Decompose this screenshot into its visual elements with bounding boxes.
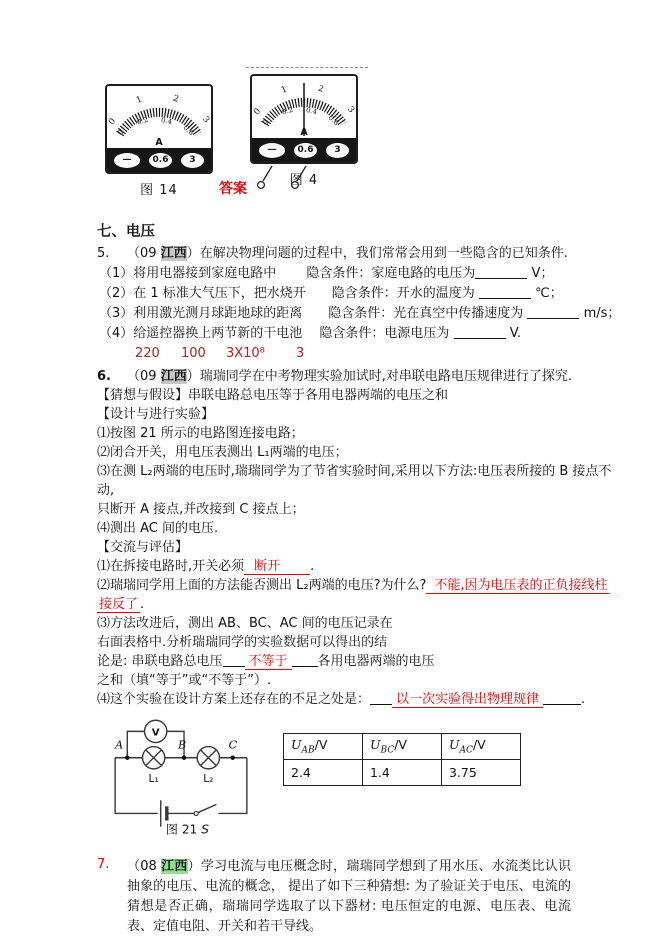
- item-text: （1）将用电器接到家庭电路中 隐含条件：家庭电路的电压为: [99, 266, 476, 281]
- eval-text: 论是: 串联电路总电压: [97, 654, 223, 669]
- scale-label: 0.6: [326, 113, 341, 128]
- eval-text: 之和（填“等于”或“不等于”）.: [97, 673, 272, 688]
- ammeter-figure-14: [105, 84, 213, 198]
- scale-label: 3: [344, 104, 356, 115]
- ammeter-scale: [107, 86, 211, 148]
- scale-label: 0.2: [136, 115, 149, 127]
- negative-terminal: —: [114, 153, 140, 168]
- table-value-row: [284, 760, 521, 786]
- scale-label: 0: [252, 106, 264, 117]
- switch-label: S: [201, 822, 209, 837]
- question-7: [97, 857, 575, 937]
- answer-blank: [475, 264, 527, 279]
- answer-value: 220: [135, 346, 160, 361]
- table-header-row: [284, 734, 521, 760]
- answer-text: 断开: [244, 559, 310, 575]
- item-text: （2）在 1 标准大气压下，把水烧开 隐含条件：开水的温度为: [99, 286, 475, 301]
- design-title: 【设计与进行实验】: [97, 407, 215, 422]
- ammeter-body: [250, 74, 358, 164]
- eval-text: ⑶方法改进后，测出 AB、BC、AC 间的电压记录在: [97, 616, 393, 631]
- switch-pivot: [194, 811, 198, 815]
- terminal-3: 3: [326, 143, 349, 158]
- answer-blank: [543, 690, 581, 705]
- scale-label: 0: [107, 116, 119, 127]
- unit-label: m/s；: [583, 306, 621, 321]
- terminal-strip: [107, 148, 211, 172]
- unit-label: V.: [509, 326, 522, 341]
- value-uac: 3.75: [442, 760, 521, 786]
- design-step: ⑵闭合开关，用电压表测出 L₁两端的电压；: [97, 445, 348, 460]
- node-B: [182, 756, 186, 760]
- question-body: ）学习电流与电压概念时，瑞瑞同学想到了用水压、水流类比认识抽象的电压、电流的概念， 提出了如下三种猜想: 为了验证关于电压、电流的猜想是否正确，瑞瑞同学选取了以下器材: 电压恒定的电源、电压表、电流表、定值电阻、开关和若干导线。: [127, 859, 571, 934]
- label-C: C: [228, 738, 238, 752]
- scale-label: 0.6: [181, 123, 196, 138]
- source-tag-open: （09: [127, 369, 161, 384]
- design-step: ⑶在测 L₂两端的电压时,瑞瑞同学为了节省实验时间,采用以下方法:电压表所接的 B 接点不: [97, 464, 612, 479]
- figure-caption: 图 4: [289, 173, 319, 188]
- eval-text: .: [140, 597, 145, 612]
- u-symbol: U: [291, 737, 302, 753]
- label-A: A: [115, 738, 124, 752]
- value-ubc: 1.4: [363, 760, 442, 786]
- eval-text: .: [310, 559, 315, 574]
- terminal-0-6: 0.6: [149, 153, 172, 168]
- ammeter-scale: [252, 76, 356, 138]
- answer-blank: [370, 690, 392, 705]
- unit: /V: [394, 737, 407, 753]
- eval-text: ⑵瑞瑞同学用上面的方法能否测出 L₂两端的电压?为什么?: [97, 578, 427, 593]
- unit-label: V；: [531, 266, 554, 281]
- answer-text: 接反了: [99, 597, 139, 612]
- unit: /V: [314, 737, 328, 753]
- u-subscript: AB: [301, 745, 315, 756]
- scan-dashed-line: [246, 67, 368, 68]
- answer-blank: [223, 652, 245, 667]
- scale-label: 0: [116, 128, 125, 137]
- answer-marker: 答案: [219, 181, 247, 197]
- scale-label: 0.4: [305, 105, 318, 117]
- region-highlight: 江西: [160, 246, 187, 261]
- answer-blank: [479, 284, 531, 299]
- answer-value: 3: [296, 346, 305, 361]
- source-tag-close: ）: [186, 246, 200, 261]
- question-number: 7.: [97, 857, 110, 872]
- ammeter-figure-4: [250, 74, 358, 188]
- scale-label: 0.2: [281, 105, 294, 117]
- answer-blank: [527, 304, 579, 319]
- switch-blade: [198, 804, 216, 812]
- ammeter-figures-row: [97, 70, 575, 212]
- ampere-unit-label: A: [155, 137, 163, 148]
- node-A: [125, 756, 129, 760]
- header-uab: [284, 734, 363, 760]
- hypothesis-line: 【猜想与假设】串联电路总电压等于各用电器两端的电压之和: [97, 388, 449, 403]
- region-highlight: 江西: [160, 369, 187, 384]
- design-step: 动,: [97, 483, 115, 498]
- terminal-3: 3: [181, 153, 204, 168]
- question-number: 5.: [97, 246, 110, 261]
- worksheet-page: [97, 70, 621, 937]
- section-title: 七、电压: [97, 224, 155, 240]
- scale-label: 0: [261, 118, 270, 127]
- header-ubc: [363, 734, 442, 760]
- u-subscript: AC: [459, 745, 473, 756]
- label-L2: L₂: [203, 772, 214, 786]
- answer-blank: [454, 324, 506, 339]
- ampere-unit-label: A: [300, 127, 308, 138]
- q5-answers: [97, 345, 575, 363]
- scale-label: 3: [199, 114, 211, 125]
- figure-21-row: [97, 717, 575, 839]
- source-tag-open: （08: [127, 859, 162, 874]
- scale-label: 1: [279, 84, 289, 96]
- question-intro: 在解决物理问题的过程中，我们常常会用到一些隐含的已知条件.: [199, 246, 568, 261]
- source-tag-close: ）: [186, 369, 200, 384]
- label-B: B: [177, 738, 187, 752]
- item-text: （4）给遥控器换上两节新的干电池 隐含条件：电源电压为: [99, 326, 450, 341]
- figure-caption: 图 14: [140, 183, 178, 198]
- label-L1: L₁: [148, 772, 159, 786]
- test-leads: [250, 166, 354, 196]
- answer-text: 不能,因为电压表的正负接线柱: [426, 578, 608, 594]
- question-6: [97, 367, 612, 839]
- value-uab: 2.4: [284, 760, 363, 786]
- u-subscript: BC: [380, 745, 395, 756]
- eval-text: .: [581, 692, 586, 707]
- source-tag-open: （09: [127, 246, 161, 261]
- eval-text: ⑷这个实验在设计方案上还存在的不足之处是：: [97, 692, 371, 707]
- design-step: ⑷测出 AC 间的电压.: [97, 521, 219, 536]
- unit-label: ℃；: [535, 286, 563, 301]
- u-symbol: U: [449, 737, 460, 753]
- terminal-0-6: 0.6: [294, 143, 317, 158]
- figure-caption: 图 21: [165, 822, 198, 837]
- evaluation-title: 【交流与评估】: [97, 540, 189, 555]
- answer-value: 3X10⁸: [225, 346, 265, 361]
- region-highlight: 江西: [161, 859, 188, 874]
- eval-text: 右面表格中.分析瑞瑞同学的实验数据可以得出的结: [97, 635, 388, 650]
- header-uac: [442, 734, 521, 760]
- circuit-diagram: [105, 717, 257, 839]
- unit: /V: [472, 737, 486, 753]
- eval-text: 各用电器两端的电压: [317, 654, 435, 669]
- answer-value: 100: [180, 346, 206, 361]
- design-step: ⑴按图 21 所示的电路图连接电路；: [97, 426, 304, 441]
- scale-label: 2: [316, 83, 325, 95]
- node-C: [230, 756, 234, 760]
- terminal-strip: [252, 138, 356, 162]
- question-intro: 瑞瑞同学在中考物理实验加试时,对串联电路电压规律进行了探究.: [199, 369, 572, 384]
- answer-text: 以一次实验得出物理规律: [392, 692, 543, 708]
- u-symbol: U: [370, 737, 381, 753]
- ammeter-body: [105, 84, 213, 174]
- negative-terminal: —: [259, 143, 285, 158]
- voltage-table: [283, 733, 521, 786]
- question-number: 6.: [97, 369, 111, 384]
- answer-text: 不等于: [245, 654, 292, 670]
- item-text: （3）利用激光测月球距地球的距离 隐含条件：光在真空中传播速度为: [99, 306, 524, 321]
- scale-label: 2: [171, 93, 180, 105]
- scale-label: 0.4: [160, 115, 173, 127]
- eval-text: ⑴在拆接电路时,开关必须: [97, 559, 245, 574]
- design-step: 只断开 A 接点,并改接到 C 接点上；: [97, 502, 305, 517]
- voltmeter-label: V: [151, 727, 160, 739]
- question-5: [97, 244, 621, 363]
- scale-label: 1: [134, 94, 144, 106]
- answer-blank: [292, 652, 318, 667]
